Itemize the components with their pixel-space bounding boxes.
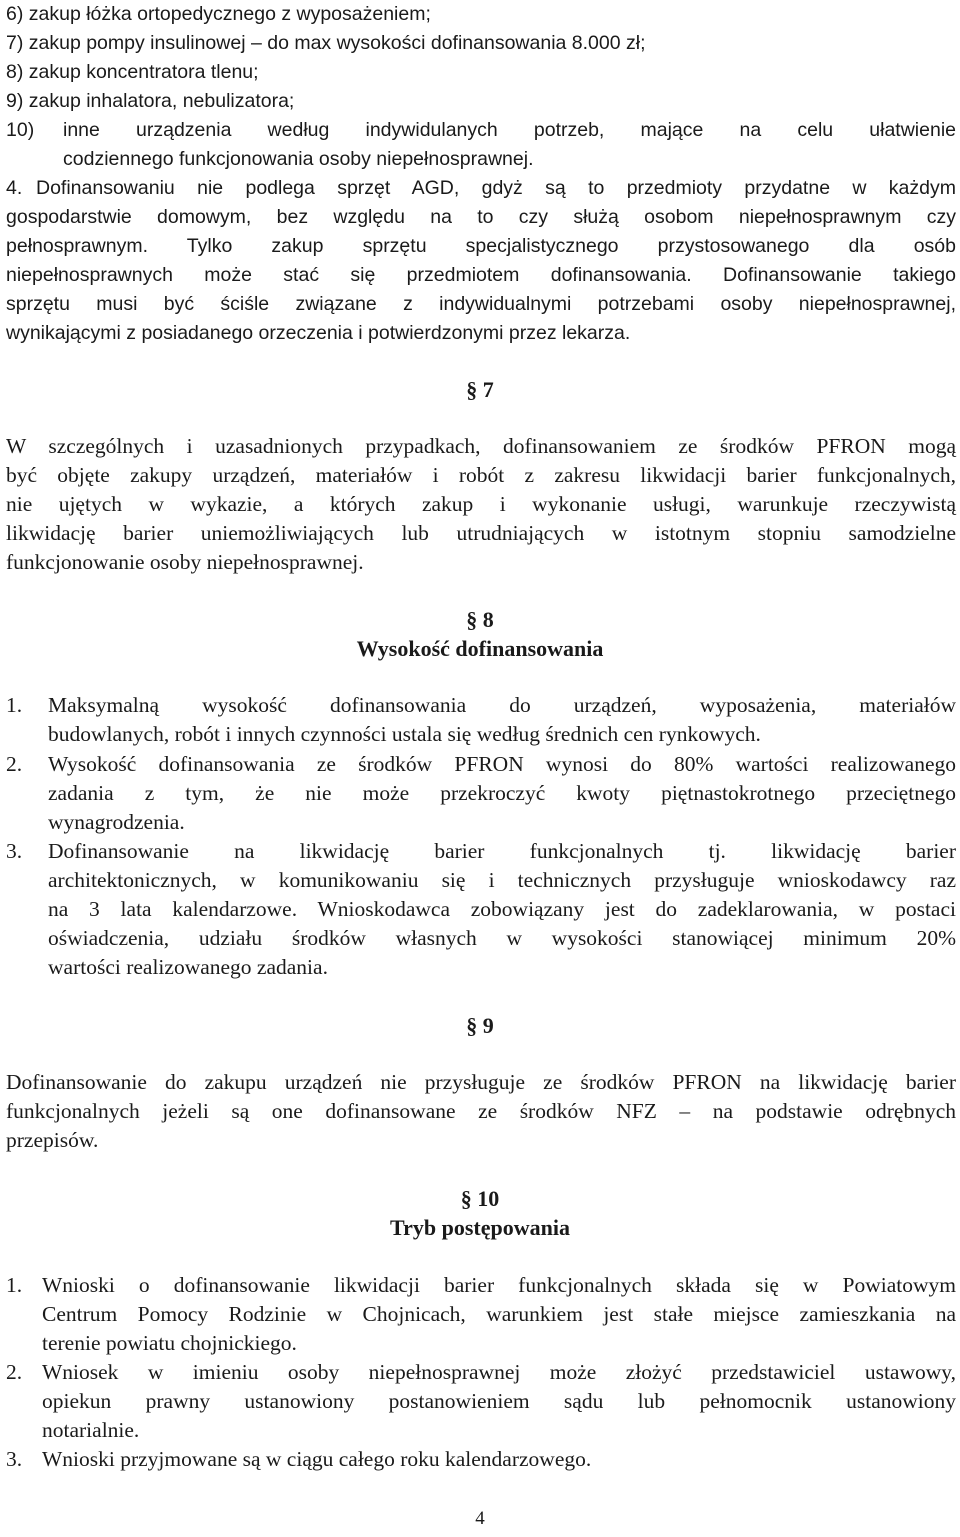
- list-text: Wniosek w imieniu osoby niepełnosprawnej może złożyć przedstawiciel ustawowy,: [42, 1360, 956, 1384]
- list-item: [6, 750, 956, 837]
- list-text: opiekun prawny ustanowiony postanowieniem sądu lub pełnomocnik ustanowiony: [42, 1389, 956, 1413]
- paragraph-line: Dofinansowaniu nie podlega sprzęt AGD, gdyż są to przedmioty przydatne w każdym: [36, 177, 956, 199]
- section-title-10: Tryb postępowania: [390, 1215, 570, 1240]
- list-item-10: [6, 116, 956, 174]
- paragraph-line: W szczególnych i uzasadnionych przypadkach, dofinansowaniem ze środków PFRON mogą: [6, 434, 956, 458]
- paragraph-line: nie ujętych w wykazie, a których zakup i wykonanie usługi, warunkuje rzeczywistą: [6, 492, 956, 516]
- paragraph-line: Dofinansowanie do zakupu urządzeń nie przysługuje ze środków PFRON na likwidację barier: [6, 1070, 956, 1094]
- list-number: 3.: [6, 1447, 23, 1471]
- list-text: wartości realizowanego zadania.: [48, 955, 328, 979]
- list-number: 2.: [6, 1360, 23, 1384]
- paragraph-line: pełnosprawnym. Tylko zakup sprzętu specjalistycznego przystosowanego dla osób: [6, 235, 956, 257]
- paragraph-line: wynikającymi z posiadanego orzeczenia i potwierdzonymi przez lekarza.: [6, 322, 631, 344]
- list-text: wynagrodzenia.: [48, 810, 185, 834]
- list-number: 1.: [6, 693, 23, 717]
- point-4: [6, 174, 956, 348]
- list-text: architektonicznych, w komunikowaniu się i technicznych przysługuje wnioskodawcy raz: [48, 868, 956, 892]
- list-item: [6, 1445, 956, 1474]
- list-text: Centrum Pomocy Rodzinie w Chojnicach, warunkiem jest stałe miejsce zamieszkania na: [42, 1302, 956, 1326]
- list-number: 10): [6, 119, 35, 141]
- section-title-8: Wysokość dofinansowania: [356, 636, 604, 661]
- paragraph-line: gospodarstwie domowym, bez względu na to czy służą osobom niepełnosprawnym czy: [6, 206, 956, 228]
- list-item-8: 8) zakup koncentratora tlenu;: [6, 61, 259, 83]
- section-9-paragraph: [6, 1068, 956, 1155]
- section-heading-7: § 7: [466, 377, 494, 402]
- list-item: [6, 1271, 956, 1358]
- list-text: Wnioski przyjmowane są w ciągu całego roku kalendarzowego.: [42, 1447, 592, 1471]
- section-heading-8: § 8: [466, 607, 494, 632]
- list-text: notarialnie.: [42, 1418, 140, 1442]
- list-item: [6, 837, 956, 982]
- list-number: 2.: [6, 752, 23, 776]
- list-item-7: 7) zakup pompy insulinowej – do max wysokości dofinansowania 8.000 zł;: [6, 32, 646, 54]
- list-item-6: 6) zakup łóżka ortopedycznego z wyposażeniem;: [6, 3, 431, 25]
- paragraph-line: przepisów.: [6, 1128, 99, 1152]
- list-item: [6, 0, 946, 116]
- list-text: Dofinansowanie na likwidację barier funkcjonalnych tj. likwidację barier: [48, 839, 956, 863]
- paragraph-line: funkcjonalnych jeżeli są one dofinansowane ze środków NFZ – na podstawie odrębnych: [6, 1099, 956, 1123]
- list-text: terenie powiatu chojnickiego.: [42, 1331, 297, 1355]
- paragraph-line: funkcjonowanie osoby niepełnosprawnej.: [6, 550, 364, 574]
- section-heading-9: § 9: [466, 1013, 494, 1038]
- list-item: [6, 691, 956, 749]
- list-text: budowlanych, robót i innych czynności ustala się według średnich cen rynkowych.: [48, 722, 761, 746]
- list-text: zadania z tym, że nie może przekroczyć kwoty piętnastokrotnego przeciętnego: [48, 781, 956, 805]
- list-text: codziennego funkcjonowania osoby niepełnosprawnej.: [63, 148, 534, 170]
- list-item-9: 9) zakup inhalatora, nebulizatora;: [6, 90, 295, 112]
- paragraph-line: niepełnosprawnych może stać się przedmiotem dofinansowania. Dofinansowanie takiego: [6, 264, 956, 286]
- list-number: 3.: [6, 839, 23, 863]
- paragraph-line: być objęte zakupy urządzeń, materiałów i robót z zakresu likwidacji barier funkcjonalnych,: [6, 463, 956, 487]
- list-text: Wnioski o dofinansowanie likwidacji barier funkcjonalnych składa się w Powiatowym: [42, 1273, 956, 1297]
- list-number: 1.: [6, 1273, 23, 1297]
- list-text: inne urządzenia według indywidulanych potrzeb, mające na celu ułatwienie: [63, 119, 956, 141]
- section-7-paragraph: [6, 432, 956, 577]
- page-number: 4: [475, 1508, 485, 1529]
- point-number: 4.: [6, 177, 23, 199]
- list-text: oświadczenia, udziału środków własnych w wysokości stanowiącej minimum 20%: [48, 926, 956, 950]
- list-item: [6, 1358, 956, 1445]
- paragraph-line: likwidację barier uniemożliwiających lub utrudniających w istotnym stopniu samodzielne: [6, 521, 956, 545]
- paragraph-line: sprzętu musi być ściśle związane z indywidualnymi potrzebami osoby niepełnosprawnej,: [6, 293, 956, 315]
- list-text: Maksymalną wysokość dofinansowania do urządzeń, wyposażenia, materiałów: [48, 693, 956, 717]
- list-text: na 3 lata kalendarzowe. Wnioskodawca zobowiązany jest do zadeklarowania, w postaci: [48, 897, 956, 921]
- section-heading-10: § 10: [460, 1186, 500, 1211]
- list-text: Wysokość dofinansowania ze środków PFRON wynosi do 80% wartości realizowanego: [48, 752, 956, 776]
